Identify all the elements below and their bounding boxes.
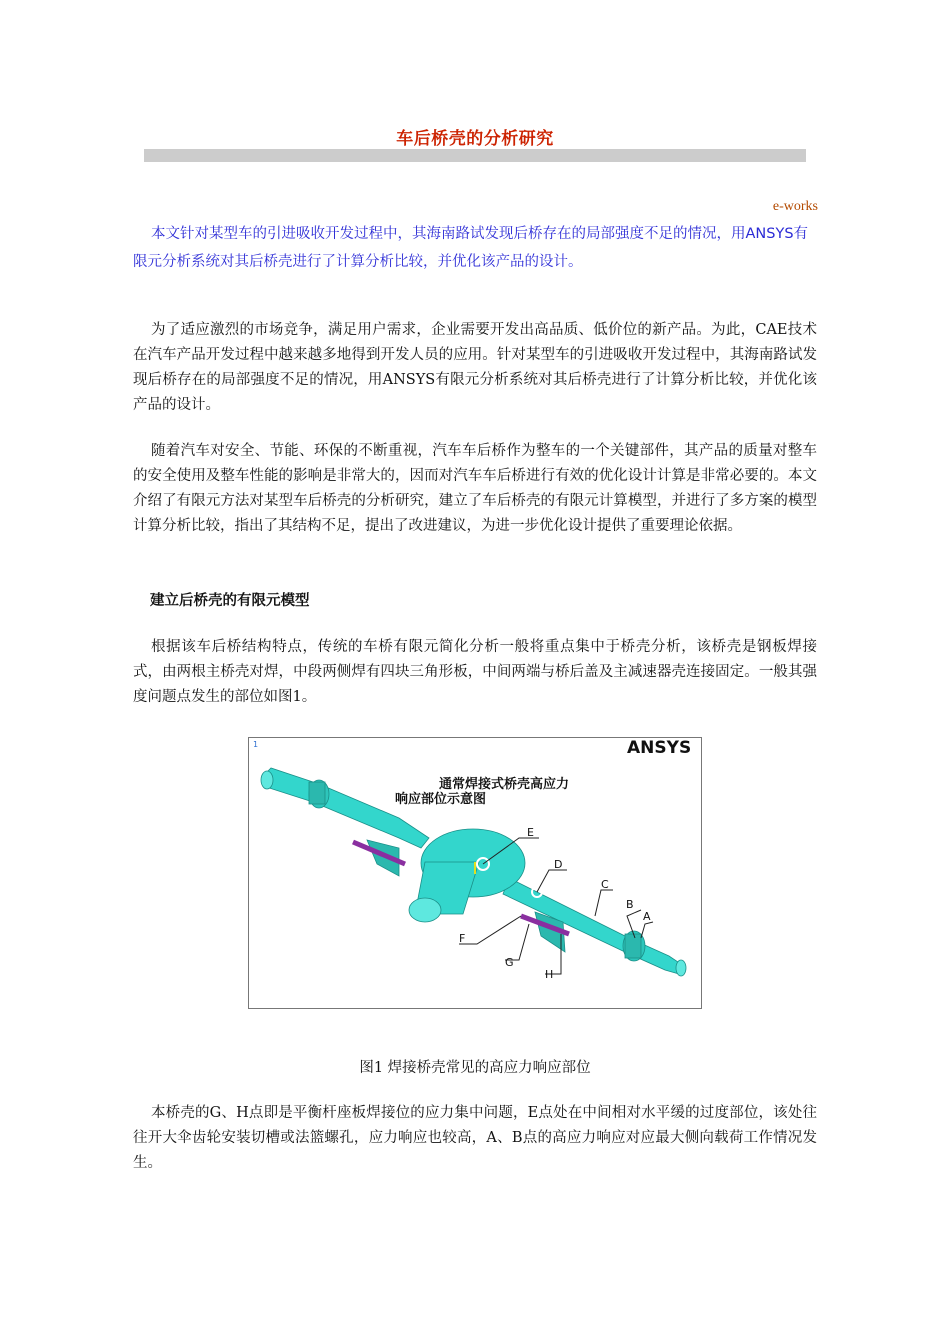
- abstract-text: 本文针对某型车的引进吸收开发过程中，其海南路试发现后桥存在的局部强度不足的情况，用ANSYS有限元分析系统对其后桥壳进行了计算分析比较，并优化该产品的设计。: [133, 226, 809, 270]
- annotation-line-2: 响应部位示意图: [395, 792, 487, 807]
- axle-housing-illustration: [249, 738, 701, 1008]
- paragraph-background: 随着汽车对安全、节能、环保的不断重视，汽车车后桥作为整车的一个关键部件，其产品的质量对整车的安全使用及整车性能的影响是非常大的，因而对汽车车后桥进行有效的优化设计计算是非常必要的。本文介绍了有限元方法对某型车后桥壳的分析研究，建立了车后桥壳的有限元计算模型，并进行了多方案的模型计算分析比较，指出了其结构不足，提出了改进建议，为进一步优化设计提供了重要理论依据。: [133, 443, 817, 534]
- figure-axle-housing: [248, 737, 702, 1009]
- ansys-logo: ANSYS: [627, 738, 692, 758]
- paragraph-analysis: 本桥壳的G、H点即是平衡杆座板焊接位的应力集中问题，E点处在中间相对水平缓的过度部位，该处往往开大伞齿轮安装切槽或法篮螺孔，应力响应也较高，A、B点的高应力响应对应最大侧向载荷工作情况发生。: [133, 1105, 817, 1171]
- label-a: A: [643, 910, 651, 923]
- section-heading: 建立后桥壳的有限元模型: [150, 593, 310, 609]
- label-e: E: [527, 826, 534, 839]
- title-divider: [144, 149, 806, 162]
- label-g: G: [505, 956, 514, 969]
- label-d: D: [554, 858, 563, 871]
- figure-caption: 图1 焊接桥壳常见的高应力响应部位: [359, 1060, 591, 1076]
- document-title: 车后桥壳的分析研究: [396, 129, 554, 149]
- label-c: C: [601, 878, 609, 891]
- label-f: F: [459, 932, 466, 945]
- paragraph-model: 根据该车后桥结构特点，传统的车桥有限元简化分析一般将重点集中于桥壳分析，该桥壳是钢板焊接式，由两根主桥壳对焊，中段两侧焊有四块三角形板，中间两端与桥后盖及主减速器壳连接固定。一般其强度问题点发生的部位如图1。: [133, 639, 817, 705]
- label-b: B: [626, 898, 634, 911]
- paragraph-intro: 为了适应激烈的市场竞争，满足用户需求，企业需要开发出高品质、低价位的新产品。为此，CAE技术在汽车产品开发过程中越来越多地得到开发人员的应用。针对某型车的引进吸收开发过程中，其海南路试发现后桥存在的局部强度不足的情况，用ANSYS有限元分析系统对其后桥壳进行了计算分析比较，并优化该产品的设计。: [133, 322, 817, 413]
- corner-mark: 1: [253, 740, 259, 749]
- source-label: e-works: [772, 199, 818, 214]
- annotation-line-1: 通常焊接式桥壳高应力: [439, 777, 570, 792]
- label-h: H: [545, 968, 554, 981]
